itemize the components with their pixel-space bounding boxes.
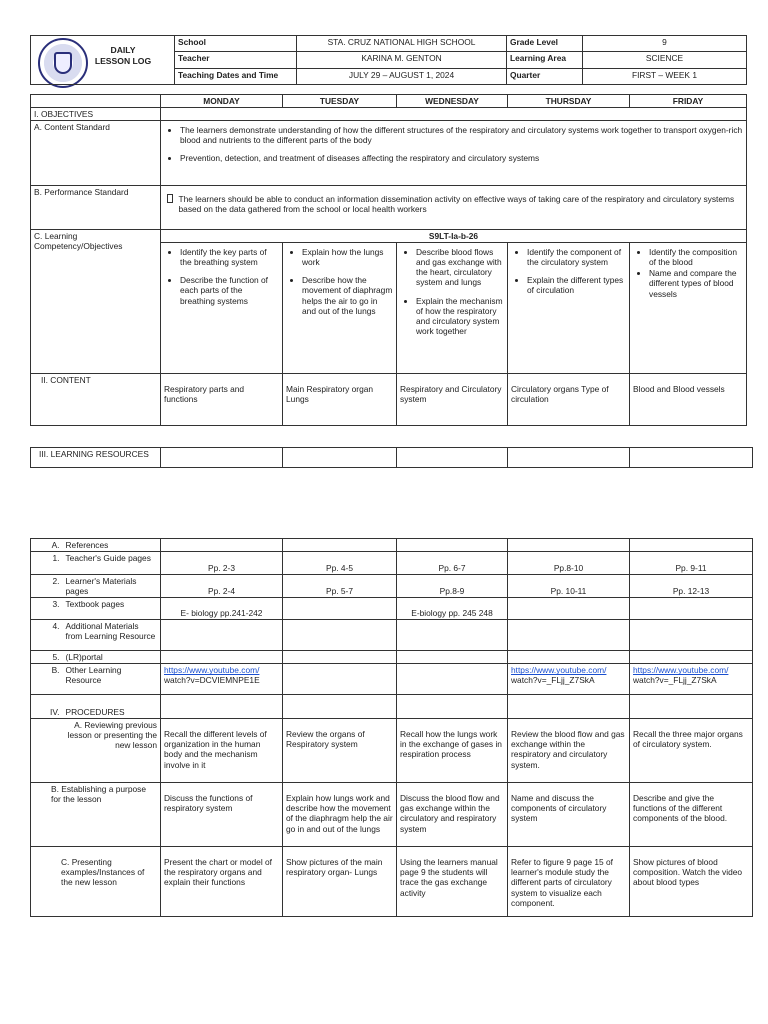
- lm-friday: Pp. 12-13: [630, 575, 753, 598]
- logo-cell: [31, 36, 175, 85]
- day-friday: FRIDAY: [630, 95, 747, 108]
- objectives-label: I. OBJECTIVES: [31, 108, 161, 121]
- competency-item: • Identify the composition of the blood: [649, 247, 743, 267]
- tg-thursday: Pp.8-10: [508, 552, 630, 575]
- learning-resources-table: [30, 447, 753, 468]
- lr-num: 5.: [31, 651, 63, 664]
- am-num: 4.: [31, 620, 63, 651]
- or-num: B.: [31, 664, 63, 695]
- procedure-b-monday: Discuss the functions of respiratory system: [161, 783, 283, 847]
- procedure-a-thursday: Review the blood flow and gas exchange within the respiratory and circulatory system.: [508, 719, 630, 783]
- youtube-link-id: watch?v=DCVIEMNPE1E: [164, 675, 260, 686]
- teacher-label: Teacher: [175, 52, 297, 69]
- content-tuesday: Main Respiratory organ Lungs: [283, 374, 397, 426]
- dates-value: JULY 29 – AUGUST 1, 2024: [297, 69, 507, 85]
- school-label: School: [175, 36, 297, 52]
- checkbox-glyph-icon: [167, 194, 173, 203]
- competency-code: S9LT-Ia-b-26: [161, 230, 747, 243]
- performance-standard-text: The learners should be able to conduct an information dissemination activity on effective ways of taking care of the respiratory and circulatory systems based on the data gathered from the school or local health workers: [178, 194, 735, 215]
- other-resource-friday: [630, 664, 753, 695]
- content-monday: Respiratory parts and functions: [161, 374, 283, 426]
- youtube-link[interactable]: https://www.youtube.com/: [511, 665, 607, 676]
- other-resource-monday: [161, 664, 283, 695]
- procedure-c-friday: Show pictures of blood composition. Watch the video about blood types: [630, 847, 753, 917]
- dates-label: Teaching Dates and Time: [175, 69, 297, 85]
- youtube-link-id: watch?v=_FLjj_Z7SkA: [633, 675, 717, 686]
- grade-level-label: Grade Level: [507, 36, 583, 52]
- content-standard: [161, 121, 747, 186]
- learning-area-value: SCIENCE: [583, 52, 747, 69]
- competency-item: • Explain the mechanism of how the respiratory and circulatory system work together: [416, 296, 504, 336]
- competency-wednesday: [397, 243, 508, 374]
- teacher-value: KARINA M. GENTON: [297, 52, 507, 69]
- content-friday: Blood and Blood vessels: [630, 374, 747, 426]
- competency-item: • Explain the different types of circulation: [527, 275, 626, 295]
- content-thursday: Circulatory organs Type of circulation: [508, 374, 630, 426]
- quarter-label: Quarter: [507, 69, 583, 85]
- procedure-a-wednesday: Recall how the lungs work in the exchange of gases in respiration process: [397, 719, 508, 783]
- procedure-b-tuesday: Explain how lungs work and describe how the movement of the diaphragm help the air go in and out of the lungs: [283, 783, 397, 847]
- content-standard-item: • The learners demonstrate understanding of how the different structures of the respiratory and circulatory systems work together to transport oxygen-rich blood and nutrients to the different parts of the body: [180, 125, 743, 145]
- lm-num: 2.: [31, 575, 63, 598]
- lm-label: Learner's Materials pages: [63, 575, 161, 598]
- grade-level-value: 9: [583, 36, 747, 52]
- lm-tuesday: Pp. 5-7: [283, 575, 397, 598]
- procedure-c-tuesday: Show pictures of the main respiratory organ- Lungs: [283, 847, 397, 917]
- tg-friday: Pp. 9-11: [630, 552, 753, 575]
- procedure-a-label: A. Reviewing previous lesson or presenting the new lesson: [31, 719, 161, 783]
- tb-num: 3.: [31, 598, 63, 620]
- performance-standard: [161, 186, 747, 230]
- competency-item: • Identify the key parts of the breathing system: [180, 247, 279, 267]
- quarter-value: FIRST – WEEK 1: [583, 69, 747, 85]
- competency-item: • Describe how the movement of diaphragm helps the air to go in and out of the lungs: [302, 275, 393, 315]
- lm-monday: Pp. 2-4: [161, 575, 283, 598]
- procedure-b-wednesday: Discuss the blood flow and gas exchange within the circulatory and respiratory system: [397, 783, 508, 847]
- competency-friday: [630, 243, 747, 374]
- tb-monday: E- biology pp.241-242: [161, 598, 283, 620]
- procedures-label: PROCEDURES: [63, 695, 161, 719]
- procedure-a-friday: Recall the three major organs of circulatory system.: [630, 719, 753, 783]
- other-resource-thursday: [508, 664, 630, 695]
- day-thursday: THURSDAY: [508, 95, 630, 108]
- competency-monday: [161, 243, 283, 374]
- lm-thursday: Pp. 10-11: [508, 575, 630, 598]
- references-num: A.: [31, 539, 63, 552]
- procedures-num: IV.: [31, 695, 63, 719]
- tg-wednesday: Pp. 6-7: [397, 552, 508, 575]
- youtube-link[interactable]: https://www.youtube.com/: [164, 665, 260, 676]
- learning-area-label: Learning Area: [507, 52, 583, 69]
- references-label: References: [63, 539, 161, 552]
- tg-label: Teacher's Guide pages: [63, 552, 161, 575]
- procedure-c-label: C. Presenting examples/Instances of the new lesson: [31, 847, 161, 917]
- content-standard-item: • Prevention, detection, and treatment of diseases affecting the respiratory and circulatory systems: [180, 153, 743, 163]
- competency-tuesday: [283, 243, 397, 374]
- procedure-c-monday: Present the chart or model of the respiratory organs and explain their functions: [161, 847, 283, 917]
- document-title: DAILY LESSON LOG: [94, 45, 152, 66]
- learning-resources-label: III. LEARNING RESOURCES: [31, 448, 161, 468]
- tb-label: Textbook pages: [63, 598, 161, 620]
- youtube-link[interactable]: https://www.youtube.com/: [633, 665, 729, 676]
- tg-monday: Pp. 2-3: [161, 552, 283, 575]
- am-label: Additional Materials from Learning Resource: [63, 620, 161, 651]
- youtube-link-id: watch?v=_FLjj_Z7SkA: [511, 675, 595, 686]
- lr-label: (LR)portal: [63, 651, 161, 664]
- competency-thursday: [508, 243, 630, 374]
- lm-wednesday: Pp.8-9: [397, 575, 508, 598]
- content-standard-label: A. Content Standard: [31, 121, 161, 186]
- procedure-c-thursday: Refer to figure 9 page 15 of learner's module study the different parts of circulatory system to visualize each component.: [508, 847, 630, 917]
- content-wednesday: Respiratory and Circulatory system: [397, 374, 508, 426]
- content-label: II. CONTENT: [31, 374, 161, 426]
- procedure-b-friday: Describe and give the functions of the different components of the blood.: [630, 783, 753, 847]
- blank-corner: [31, 95, 161, 108]
- tb-wednesday: E-biology pp. 245 248: [397, 598, 508, 620]
- competency-item: • Identify the component of the circulatory system: [527, 247, 626, 267]
- day-wednesday: WEDNESDAY: [397, 95, 508, 108]
- objectives-table: [30, 94, 747, 426]
- competency-item: • Name and compare the different types of blood vessels: [649, 268, 743, 298]
- tg-num: 1.: [31, 552, 63, 575]
- day-tuesday: TUESDAY: [283, 95, 397, 108]
- procedure-c-wednesday: Using the learners manual page 9 the students will trace the gas exchange activity: [397, 847, 508, 917]
- procedure-b-thursday: Name and discuss the components of circulatory system: [508, 783, 630, 847]
- competency-item: • Explain how the lungs work: [302, 247, 393, 267]
- references-procedures-table: [30, 538, 753, 917]
- procedure-a-tuesday: Review the organs of Respiratory system: [283, 719, 397, 783]
- procedure-b-label: B. Establishing a purpose for the lesson: [31, 783, 161, 847]
- procedure-a-monday: Recall the different levels of organization in the human body and the mechanism involve in it: [161, 719, 283, 783]
- competency-label: C. Learning Competency/Objectives: [31, 230, 161, 374]
- competency-item: • Describe the function of each parts of the breathing systems: [180, 275, 279, 305]
- day-monday: MONDAY: [161, 95, 283, 108]
- school-value: STA. CRUZ NATIONAL HIGH SCHOOL: [297, 36, 507, 52]
- competency-item: • Describe blood flows and gas exchange with the heart, circulatory system and lungs: [416, 247, 504, 287]
- performance-standard-label: B. Performance Standard: [31, 186, 161, 230]
- or-label: Other Learning Resource: [63, 664, 161, 695]
- header-table: [30, 35, 747, 85]
- tg-tuesday: Pp. 4-5: [283, 552, 397, 575]
